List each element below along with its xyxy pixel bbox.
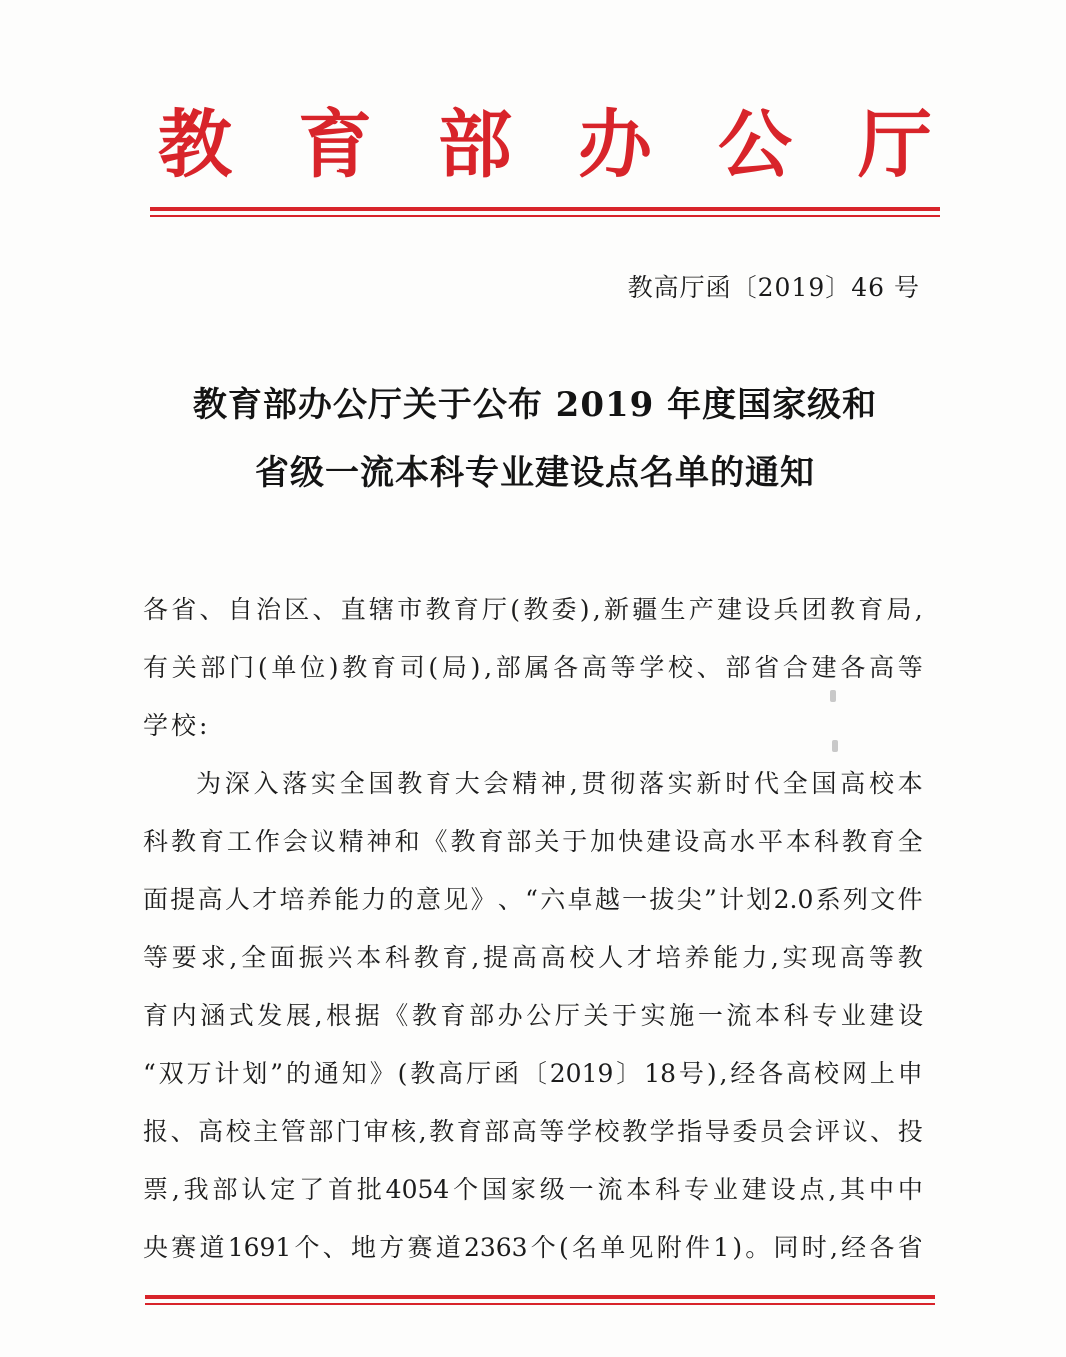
body-line: 各 省 、 自 治 区 、 直 辖 市 教 育 厅 ( 教 委 ) , 新 疆 生 产 建 设 兵 团 教 育 局 , [143,595,923,624]
masthead-char: 育 [298,102,372,188]
body-line: 面 提 高 人 才 培 养 能 力 的 意 见 》 、 “ 六 卓 越 一 拔 尖 ” 计 划 2.0 系 列 文 件 [143,885,923,914]
body-line: 育 内 涵 式 发 展 , 根 据 《 教 育 部 办 公 厅 关 于 实 施 一 流 本 科 专 业 建 设 [143,1001,923,1030]
masthead [150,100,940,190]
divider-thin-line [150,215,940,217]
masthead-char: 厅 [858,102,932,188]
document-title-line-1: 教育部办公厅关于公布 2019 年度国家级和 [192,385,878,425]
body-line: 学校: [143,711,211,740]
divider-thick-line [150,207,940,211]
scan-speck [830,690,836,702]
divider-thin-line [145,1303,935,1305]
masthead-char: 部 [438,102,512,188]
body-line: 有 关 部 门 ( 单 位 ) 教 育 司 ( 局 ) , 部 属 各 高 等 学 校 、 部 省 合 建 各 高 等 [143,653,923,682]
body-line: 为 深 入 落 实 全 国 教 育 大 会 精 神 , 贯 彻 落 实 新 时 代 全 国 高 校 本 [196,769,923,798]
footer-divider [145,1295,935,1305]
body-line: 票 , 我 部 认 定 了 首 批 4054 个 国 家 级 一 流 本 科 专 业 建 设 点 , 其 中 中 [143,1175,923,1204]
masthead-char: 教 [158,102,232,188]
masthead-divider [150,207,940,217]
masthead-char: 办 [578,102,652,188]
divider-thick-line [145,1295,935,1299]
body-line: 报 、 高 校 主 管 部 门 审 核 , 教 育 部 高 等 学 校 教 学 指 导 委 员 会 评 议 、 投 [143,1117,923,1146]
masthead-char: 公 [718,102,792,188]
body-line: “ 双 万 计 划 ” 的 通 知 》 ( 教 高 厅 函 〔 2019 〕 18 号 ) , 经 各 高 校 网 上 申 [143,1059,923,1088]
scan-speck [832,740,838,752]
body-line: 科 教 育 工 作 会 议 精 神 和 《 教 育 部 关 于 加 快 建 设 高 水 平 本 科 教 育 全 [143,827,923,856]
document-number: 教高厅函〔2019〕46 号 [627,273,920,302]
document-title-line-2: 省级一流本科专业建设点名单的通知 [255,453,815,493]
body-line: 等 要 求 , 全 面 振 兴 本 科 教 育 , 提 高 高 校 人 才 培 养 能 力 , 实 现 高 等 教 [143,943,923,972]
body-line: 央 赛 道 1691 个 、 地 方 赛 道 2363 个 ( 名 单 见 附 件 1 ) 。 同 时 , 经 各 省 [143,1233,923,1262]
